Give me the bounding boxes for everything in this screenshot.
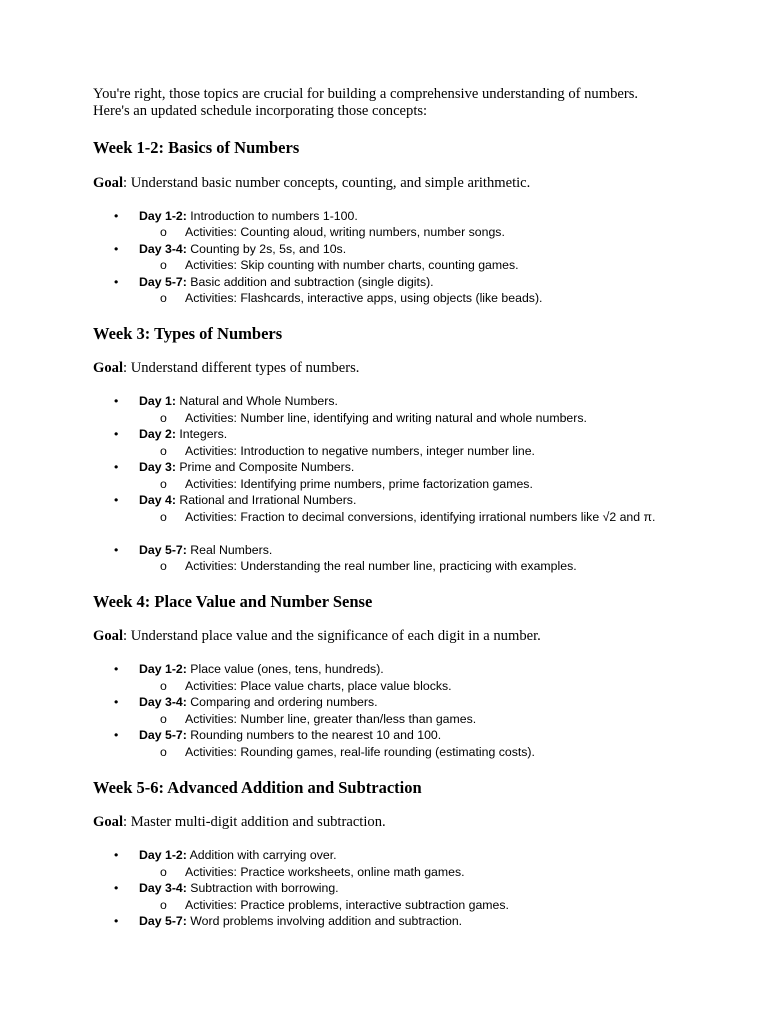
day-label: Day 3-4: bbox=[139, 242, 187, 256]
bullet-icon: • bbox=[114, 543, 119, 557]
sub-bullet-icon: o bbox=[160, 477, 167, 491]
goal-label: Goal bbox=[93, 360, 123, 376]
sub-bullet-icon: o bbox=[160, 679, 167, 693]
day-label: Day 1-2: bbox=[139, 848, 187, 862]
sub-bullet-icon: o bbox=[160, 258, 167, 272]
bullet-icon: • bbox=[114, 275, 119, 289]
week-heading: Week 1-2: Basics of Numbers bbox=[93, 138, 300, 157]
day-topic: Addition with carrying over. bbox=[186, 848, 337, 862]
day-topic: Rounding numbers to the nearest 10 and 100. bbox=[186, 728, 442, 742]
bullet-icon: • bbox=[114, 662, 119, 676]
bullet-icon: • bbox=[114, 493, 119, 507]
intro-line-1: You're right, those topics are crucial for building a comprehensive understanding of numbers. bbox=[93, 86, 639, 102]
sub-bullet-icon: o bbox=[160, 745, 167, 759]
day-item bbox=[139, 661, 384, 678]
activity-item: Activities: Practice worksheets, online math games. bbox=[185, 865, 465, 879]
goal-line bbox=[93, 359, 359, 377]
day-label: Day 3-4: bbox=[139, 695, 187, 709]
day-item bbox=[139, 913, 462, 930]
day-topic: Subtraction with borrowing. bbox=[186, 881, 339, 895]
activity-item: Activities: Counting aloud, writing numbers, number songs. bbox=[185, 225, 505, 239]
goal-label: Goal bbox=[93, 628, 123, 644]
bullet-icon: • bbox=[114, 460, 119, 474]
day-topic: Counting by 2s, 5s, and 10s. bbox=[186, 242, 347, 256]
bullet-icon: • bbox=[114, 394, 119, 408]
sub-bullet-icon: o bbox=[160, 898, 167, 912]
activity-item: Activities: Practice problems, interactive subtraction games. bbox=[185, 898, 509, 912]
day-label: Day 5-7: bbox=[139, 728, 187, 742]
day-label: Day 1: bbox=[139, 394, 176, 408]
day-item bbox=[139, 847, 337, 864]
intro-paragraph bbox=[93, 86, 713, 120]
activity-item: Activities: Flashcards, interactive apps, using objects (like beads). bbox=[185, 291, 543, 305]
activity-item: Activities: Number line, greater than/less than games. bbox=[185, 712, 477, 726]
day-item bbox=[139, 426, 227, 443]
day-label: Day 4: bbox=[139, 493, 176, 507]
week-heading: Week 4: Place Value and Number Sense bbox=[93, 592, 373, 611]
day-label: Day 5-7: bbox=[139, 914, 187, 928]
goal-line bbox=[93, 813, 386, 831]
sub-bullet-icon: o bbox=[160, 411, 167, 425]
bullet-icon: • bbox=[114, 209, 119, 223]
goal-line bbox=[93, 627, 541, 645]
day-topic: Basic addition and subtraction (single digits). bbox=[186, 275, 434, 289]
activity-item: Activities: Number line, identifying and writing natural and whole numbers. bbox=[185, 411, 587, 425]
day-item bbox=[139, 393, 338, 410]
goal-line bbox=[93, 174, 530, 192]
sub-bullet-icon: o bbox=[160, 712, 167, 726]
activity-item: Activities: Fraction to decimal conversions, identifying irrational numbers like √2 and π. bbox=[185, 510, 656, 524]
activity-item: Activities: Introduction to negative numbers, integer number line. bbox=[185, 444, 535, 458]
day-label: Day 2: bbox=[139, 427, 176, 441]
day-topic: Real Numbers. bbox=[186, 543, 273, 557]
sub-bullet-icon: o bbox=[160, 559, 167, 573]
day-label: Day 5-7: bbox=[139, 543, 187, 557]
bullet-icon: • bbox=[114, 848, 119, 862]
bullet-icon: • bbox=[114, 695, 119, 709]
sub-bullet-icon: o bbox=[160, 444, 167, 458]
goal-label: Goal bbox=[93, 814, 123, 830]
bullet-icon: • bbox=[114, 914, 119, 928]
activity-item: Activities: Understanding the real number line, practicing with examples. bbox=[185, 559, 577, 573]
activity-item: Activities: Rounding games, real-life rounding (estimating costs). bbox=[185, 745, 535, 759]
week-heading: Week 5-6: Advanced Addition and Subtraction bbox=[93, 778, 422, 797]
sub-bullet-icon: o bbox=[160, 225, 167, 239]
day-label: Day 1-2: bbox=[139, 662, 187, 676]
bullet-icon: • bbox=[114, 427, 119, 441]
intro-line-2: Here's an updated schedule incorporating those concepts: bbox=[93, 103, 428, 119]
day-topic: Introduction to numbers 1-100. bbox=[186, 209, 358, 223]
day-item bbox=[139, 492, 356, 509]
bullet-icon: • bbox=[114, 881, 119, 895]
goal-text: : Master multi-digit addition and subtraction. bbox=[123, 814, 386, 830]
day-topic: Integers. bbox=[175, 427, 228, 441]
day-topic: Word problems involving addition and subtraction. bbox=[186, 914, 463, 928]
day-item bbox=[139, 241, 346, 258]
bullet-icon: • bbox=[114, 242, 119, 256]
week-heading: Week 3: Types of Numbers bbox=[93, 324, 283, 343]
bullet-icon: • bbox=[114, 728, 119, 742]
sub-bullet-icon: o bbox=[160, 291, 167, 305]
day-topic: Prime and Composite Numbers. bbox=[175, 460, 355, 474]
day-item bbox=[139, 694, 378, 711]
activity-item: Activities: Place value charts, place value blocks. bbox=[185, 679, 452, 693]
day-topic: Rational and Irrational Numbers. bbox=[175, 493, 357, 507]
day-item bbox=[139, 880, 339, 897]
day-topic: Natural and Whole Numbers. bbox=[175, 394, 338, 408]
activity-item: Activities: Skip counting with number charts, counting games. bbox=[185, 258, 519, 272]
day-label: Day 1-2: bbox=[139, 209, 187, 223]
goal-text: : Understand basic number concepts, counting, and simple arithmetic. bbox=[123, 175, 531, 191]
day-item bbox=[139, 208, 358, 225]
day-item bbox=[139, 727, 441, 744]
day-item bbox=[139, 542, 272, 559]
day-topic: Comparing and ordering numbers. bbox=[186, 695, 378, 709]
day-topic: Place value (ones, tens, hundreds). bbox=[186, 662, 384, 676]
day-label: Day 5-7: bbox=[139, 275, 187, 289]
activity-item: Activities: Identifying prime numbers, prime factorization games. bbox=[185, 477, 533, 491]
day-label: Day 3-4: bbox=[139, 881, 187, 895]
sub-bullet-icon: o bbox=[160, 510, 167, 524]
goal-text: : Understand different types of numbers. bbox=[123, 360, 360, 376]
day-label: Day 3: bbox=[139, 460, 176, 474]
goal-text: : Understand place value and the significance of each digit in a number. bbox=[123, 628, 541, 644]
day-item bbox=[139, 274, 434, 291]
goal-label: Goal bbox=[93, 175, 123, 191]
sub-bullet-icon: o bbox=[160, 865, 167, 879]
day-item bbox=[139, 459, 354, 476]
